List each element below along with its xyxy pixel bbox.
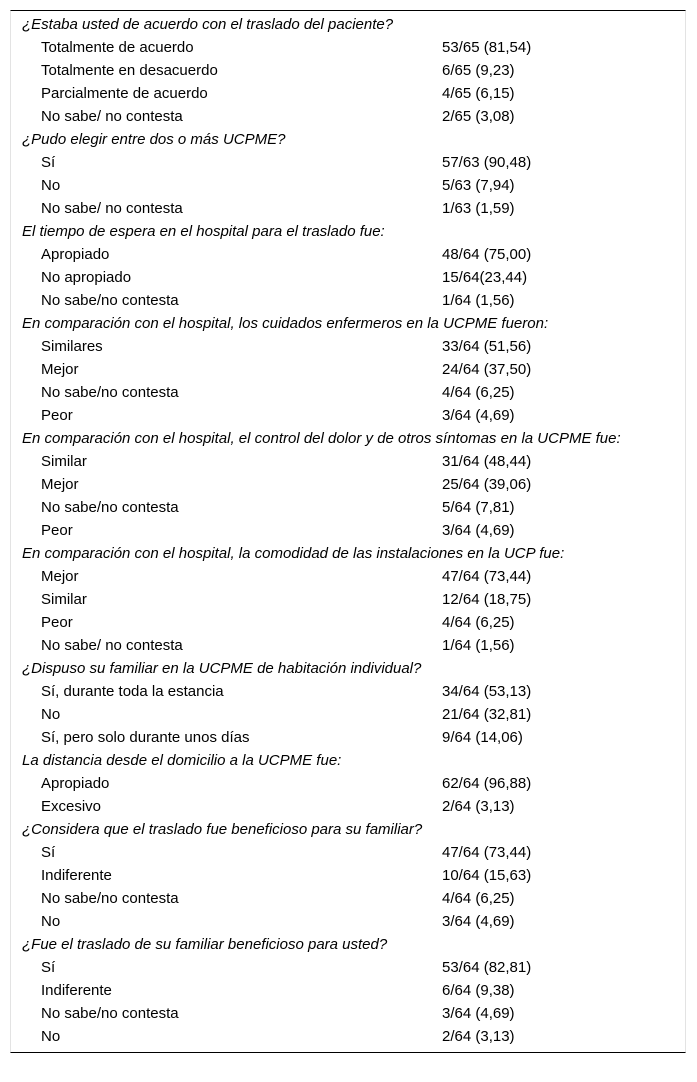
answer-value: 25/64 (39,06)	[442, 476, 532, 493]
answer-row	[11, 82, 685, 105]
answer-label: Sí	[41, 959, 56, 976]
answer-label: Mejor	[41, 361, 79, 378]
answer-label: Similar	[41, 591, 87, 608]
answer-label: Sí, durante toda la estancia	[41, 683, 224, 700]
question-heading: ¿Dispuso su familiar en la UCPME de habitación individual?	[22, 660, 422, 677]
answer-row	[11, 565, 685, 588]
answer-value: 3/64 (4,69)	[442, 522, 515, 539]
answer-value: 53/64 (82,81)	[442, 959, 532, 976]
answer-row	[11, 956, 685, 979]
answer-row	[11, 1002, 685, 1025]
answer-row	[11, 404, 685, 427]
answer-value: 47/64 (73,44)	[442, 844, 532, 861]
answer-row	[11, 151, 685, 174]
answer-row	[11, 358, 685, 381]
answer-value: 6/65 (9,23)	[442, 62, 515, 79]
answer-label: Mejor	[41, 568, 79, 585]
answer-label: No	[41, 913, 61, 930]
answer-value: 48/64 (75,00)	[442, 246, 532, 263]
answer-label: Mejor	[41, 476, 79, 493]
answer-value: 9/64 (14,06)	[442, 729, 523, 746]
answer-label: No sabe/ no contesta	[41, 200, 183, 217]
answer-label: Peor	[41, 522, 73, 539]
answer-value: 10/64 (15,63)	[442, 867, 532, 884]
answer-value: 62/64 (96,88)	[442, 775, 532, 792]
answer-label: No sabe/no contesta	[41, 499, 179, 516]
answer-row	[11, 243, 685, 266]
question-heading: ¿Considera que el traslado fue beneficioso para su familiar?	[22, 821, 423, 838]
answer-value: 24/64 (37,50)	[442, 361, 532, 378]
answer-row	[11, 979, 685, 1002]
answer-value: 34/64 (53,13)	[442, 683, 532, 700]
answer-row	[11, 266, 685, 289]
answer-row	[11, 289, 685, 312]
question-heading: ¿Pudo elegir entre dos o más UCPME?	[22, 131, 286, 148]
answer-label: Apropiado	[41, 246, 110, 263]
answer-row	[11, 36, 685, 59]
answer-row	[11, 772, 685, 795]
answer-row	[11, 1025, 685, 1048]
question-heading: La distancia desde el domicilio a la UCPME fue:	[22, 752, 342, 769]
answer-row	[11, 450, 685, 473]
answer-label: No sabe/no contesta	[41, 292, 179, 309]
answer-label: No	[41, 706, 61, 723]
answer-value: 47/64 (73,44)	[442, 568, 532, 585]
answer-value: 4/64 (6,25)	[442, 384, 515, 401]
answer-label: Indiferente	[41, 982, 112, 999]
answer-value: 12/64 (18,75)	[442, 591, 532, 608]
answer-value: 4/64 (6,25)	[442, 614, 515, 631]
answer-value: 15/64(23,44)	[442, 269, 528, 286]
answer-value: 5/63 (7,94)	[442, 177, 515, 194]
answer-row	[11, 634, 685, 657]
answer-row	[11, 496, 685, 519]
question-heading: En comparación con el hospital, los cuidados enfermeros en la UCPME fueron:	[22, 315, 549, 332]
answer-value: 53/65 (81,54)	[442, 39, 532, 56]
answer-row	[11, 335, 685, 358]
answer-row	[11, 381, 685, 404]
answer-value: 4/65 (6,15)	[442, 85, 515, 102]
question-heading: En comparación con el hospital, el control del dolor y de otros síntomas en la UCPME fue:	[22, 430, 621, 447]
answer-label: Sí	[41, 154, 56, 171]
answer-label: No sabe/no contesta	[41, 890, 179, 907]
answer-row	[11, 887, 685, 910]
answer-value: 3/64 (4,69)	[442, 913, 515, 930]
answer-value: 4/64 (6,25)	[442, 890, 515, 907]
answer-label: Totalmente de acuerdo	[41, 39, 194, 56]
answer-label: No sabe/ no contesta	[41, 108, 183, 125]
answer-value: 2/64 (3,13)	[442, 1028, 515, 1045]
answer-value: 2/65 (3,08)	[442, 108, 515, 125]
answer-value: 2/64 (3,13)	[442, 798, 515, 815]
answer-label: Parcialmente de acuerdo	[41, 85, 208, 102]
answer-row	[11, 197, 685, 220]
question-heading: En comparación con el hospital, la comodidad de las instalaciones en la UCP fue:	[22, 545, 565, 562]
answer-row	[11, 519, 685, 542]
answer-label: Totalmente en desacuerdo	[41, 62, 218, 79]
answer-value: 3/64 (4,69)	[442, 407, 515, 424]
answer-label: Peor	[41, 407, 73, 424]
question-heading: El tiempo de espera en el hospital para el traslado fue:	[22, 223, 385, 240]
answer-value: 33/64 (51,56)	[442, 338, 532, 355]
answer-label: Similares	[41, 338, 103, 355]
question-heading: ¿Fue el traslado de su familiar beneficioso para usted?	[22, 936, 388, 953]
answer-label: No apropiado	[41, 269, 132, 286]
answer-label: No sabe/no contesta	[41, 1005, 179, 1022]
answer-row	[11, 864, 685, 887]
answer-label: Sí, pero solo durante unos días	[41, 729, 250, 746]
answer-row	[11, 59, 685, 82]
answer-value: 5/64 (7,81)	[442, 499, 515, 516]
answer-label: No	[41, 1028, 61, 1045]
answer-row	[11, 841, 685, 864]
answer-row	[11, 703, 685, 726]
answer-row	[11, 174, 685, 197]
answer-value: 21/64 (32,81)	[442, 706, 532, 723]
answer-label: Similar	[41, 453, 87, 470]
answer-label: Peor	[41, 614, 73, 631]
answer-row	[11, 680, 685, 703]
answer-row	[11, 105, 685, 128]
answer-row	[11, 795, 685, 818]
answer-label: No sabe/no contesta	[41, 384, 179, 401]
answer-row	[11, 726, 685, 749]
answer-value: 1/64 (1,56)	[442, 292, 515, 309]
answer-value: 57/63 (90,48)	[442, 154, 532, 171]
survey-results-table	[10, 10, 686, 1053]
answer-row	[11, 473, 685, 496]
answer-value: 31/64 (48,44)	[442, 453, 532, 470]
answer-value: 3/64 (4,69)	[442, 1005, 515, 1022]
answer-label: Excesivo	[41, 798, 102, 815]
answer-value: 1/64 (1,56)	[442, 637, 515, 654]
answer-label: Indiferente	[41, 867, 112, 884]
answer-label: Sí	[41, 844, 56, 861]
answer-value: 1/63 (1,59)	[442, 200, 515, 217]
answer-label: No	[41, 177, 61, 194]
answer-value: 6/64 (9,38)	[442, 982, 515, 999]
question-heading: ¿Estaba usted de acuerdo con el traslado del paciente?	[22, 16, 394, 33]
answer-label: No sabe/ no contesta	[41, 637, 183, 654]
answer-label: Apropiado	[41, 775, 110, 792]
answer-row	[11, 910, 685, 933]
answer-row	[11, 588, 685, 611]
answer-row	[11, 611, 685, 634]
